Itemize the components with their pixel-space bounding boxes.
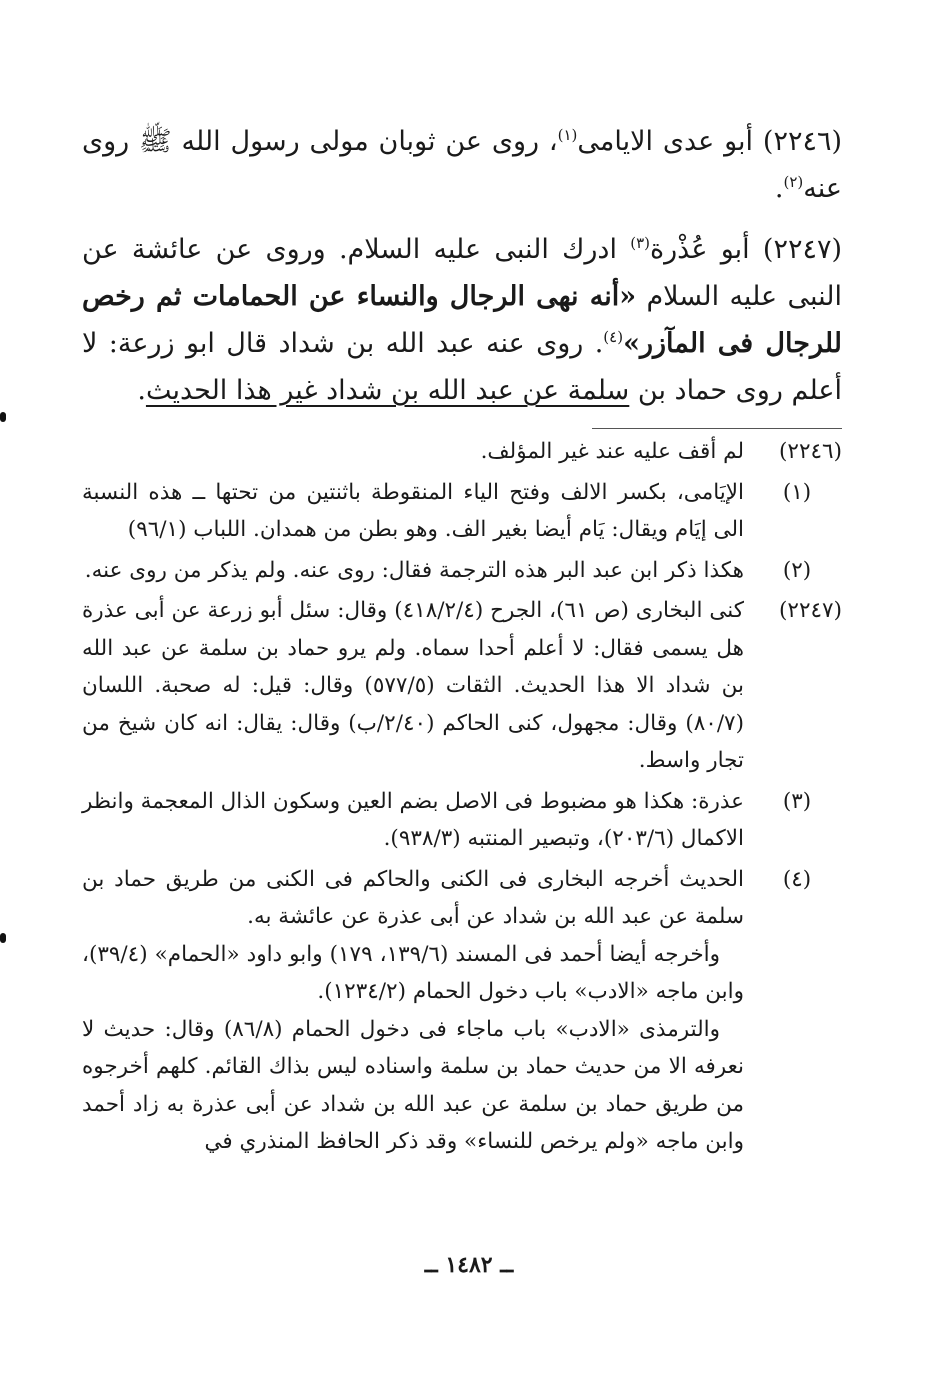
footnote-number: (٢٢٤٦) (779, 439, 842, 464)
footnote-ref-3[interactable]: (٣) (630, 234, 650, 252)
scan-artifact (0, 933, 6, 943)
footnote-text: عذرة: هكذا هو مضبوط فى الاصل بضم العين وسكون الذال المعجمة وانظر الاكمال (٢٠٣/٦)، وتبصير المنتبه (٩٣٨/٣). (82, 788, 744, 851)
footnote-text: لم أقف عليه عند غير المؤلف. (480, 439, 744, 464)
footnote-2246 (82, 433, 842, 471)
footnote-2 (82, 552, 842, 590)
page-body (82, 118, 842, 1164)
footnote-ref-4[interactable]: (٤) (603, 328, 624, 346)
footnote-text: هكذا ذكر ابن عبد البر هذه الترجمة فقال: روى عنه. ولم يذكر من روى عنه. (84, 557, 744, 583)
footnote-2247 (82, 592, 842, 780)
footnote-number: (١) (782, 479, 812, 505)
footnote-text: كنى البخارى (ص ٦١)، الجرح (٤١٨/٢/٤) وقال: سئل أبو زرعة عن أبى عذرة هل يسمى فقال: لا أعلم أحدا سماه. ولم يرو حماد بن سلمة عن عبد الله بن شداد الا هذا الحديث. الثقات (٥٧٧/٥) وقال: قيل: له صحبة. اللسان (٨٠/٧) وقال: مجهول، كنى الحاكم (٢/٤٠/ب) وقال: يقال: انه كان شيخ من تجار واسط. (82, 598, 744, 773)
footnote-1 (82, 474, 842, 549)
footnote-number: (٣) (782, 788, 812, 814)
scan-artifact (0, 412, 6, 422)
footnote-ref-2[interactable]: (٢) (783, 173, 804, 191)
footnote-divider (592, 428, 842, 429)
footnote-text: الإيَامى، بكسر الالف وفتح الياء المنقوطة باثنتين من تحتها ــ هذه النسبة الى إيَام ويقال: يَام أيضا بغير الف. وهو بطن من همدان. اللباب (٩٦/١) (82, 479, 744, 542)
page-number: ــ ١٤٨٢ ــ (424, 1252, 514, 1278)
footnote-text: وأخرجه أيضا أحمد فى المسند (١٣٩/٦، ١٧٩) وابو داود «الحمام» (٣٩/٤)، وابن ماجه «الادب» باب دخول الحمام (١٢٣٤/٢). (82, 941, 744, 1004)
footnote-text: الحديث أخرجه البخارى فى الكنى والحاكم فى الكنى من طريق حماد بن سلمة عن عبد الله بن شداد عن أبى عذرة عن عائشة به. (82, 866, 744, 929)
footnote-ref-1[interactable]: (١) (557, 126, 578, 144)
entry-2246: (٢٢٤٦) أبو عدى الايامى$^{(١)}$، روى عن ثوبان مولى رسول الله ﷺ روى عنه$^{(٢)}$. (82, 126, 842, 204)
footnote-3 (82, 783, 842, 858)
footnotes (82, 433, 842, 1161)
footnote-number: (٢) (782, 557, 812, 583)
footnote-text: والترمذى «الادب» باب ماجاء فى دخول الحمام (٨٦/٨) وقال: حديث لا نعرفه الا من حديث حماد بن سلمة واسناده ليس بذاك القائم. كلهم أخرجوه من طريق حماد بن سلمة عن عبد الله بن شداد عن أبى عذرة به زاد أحمد وابن ماجه «ولم يرخص للنساء» وقد ذكر الحافظ المنذري في (82, 1016, 744, 1154)
entry-2247: (٢٢٤٧) أبو عُذْرة$^{(٣)}$ ادرك النبى عليه السلام. وروى عن عائشة عن النبى عليه السلام «أنه نهى الرجال والنساء عن الحمامات ثم رخص للرجال فى المآزر»$^{(٤)}$. روى عنه عبد الله بن شداد قال ابو زرعة: لا أعلم روى حماد بن سلمة عن عبد الله بن شداد غير هذا الحديث. (82, 234, 843, 406)
footnote-number: (٤) (782, 866, 812, 892)
footnote-number: (٢٢٤٧) (779, 598, 842, 623)
main-text (82, 118, 842, 414)
underlined-phrase: سلمة عن عبد الله بن شداد غير هذا الحديث (145, 375, 630, 406)
footnote-4 (82, 861, 842, 1161)
hadith-quote: «أنه نهى الرجال والنساء عن الحمامات ثم رخص للرجال فى المآزر» (82, 281, 843, 359)
